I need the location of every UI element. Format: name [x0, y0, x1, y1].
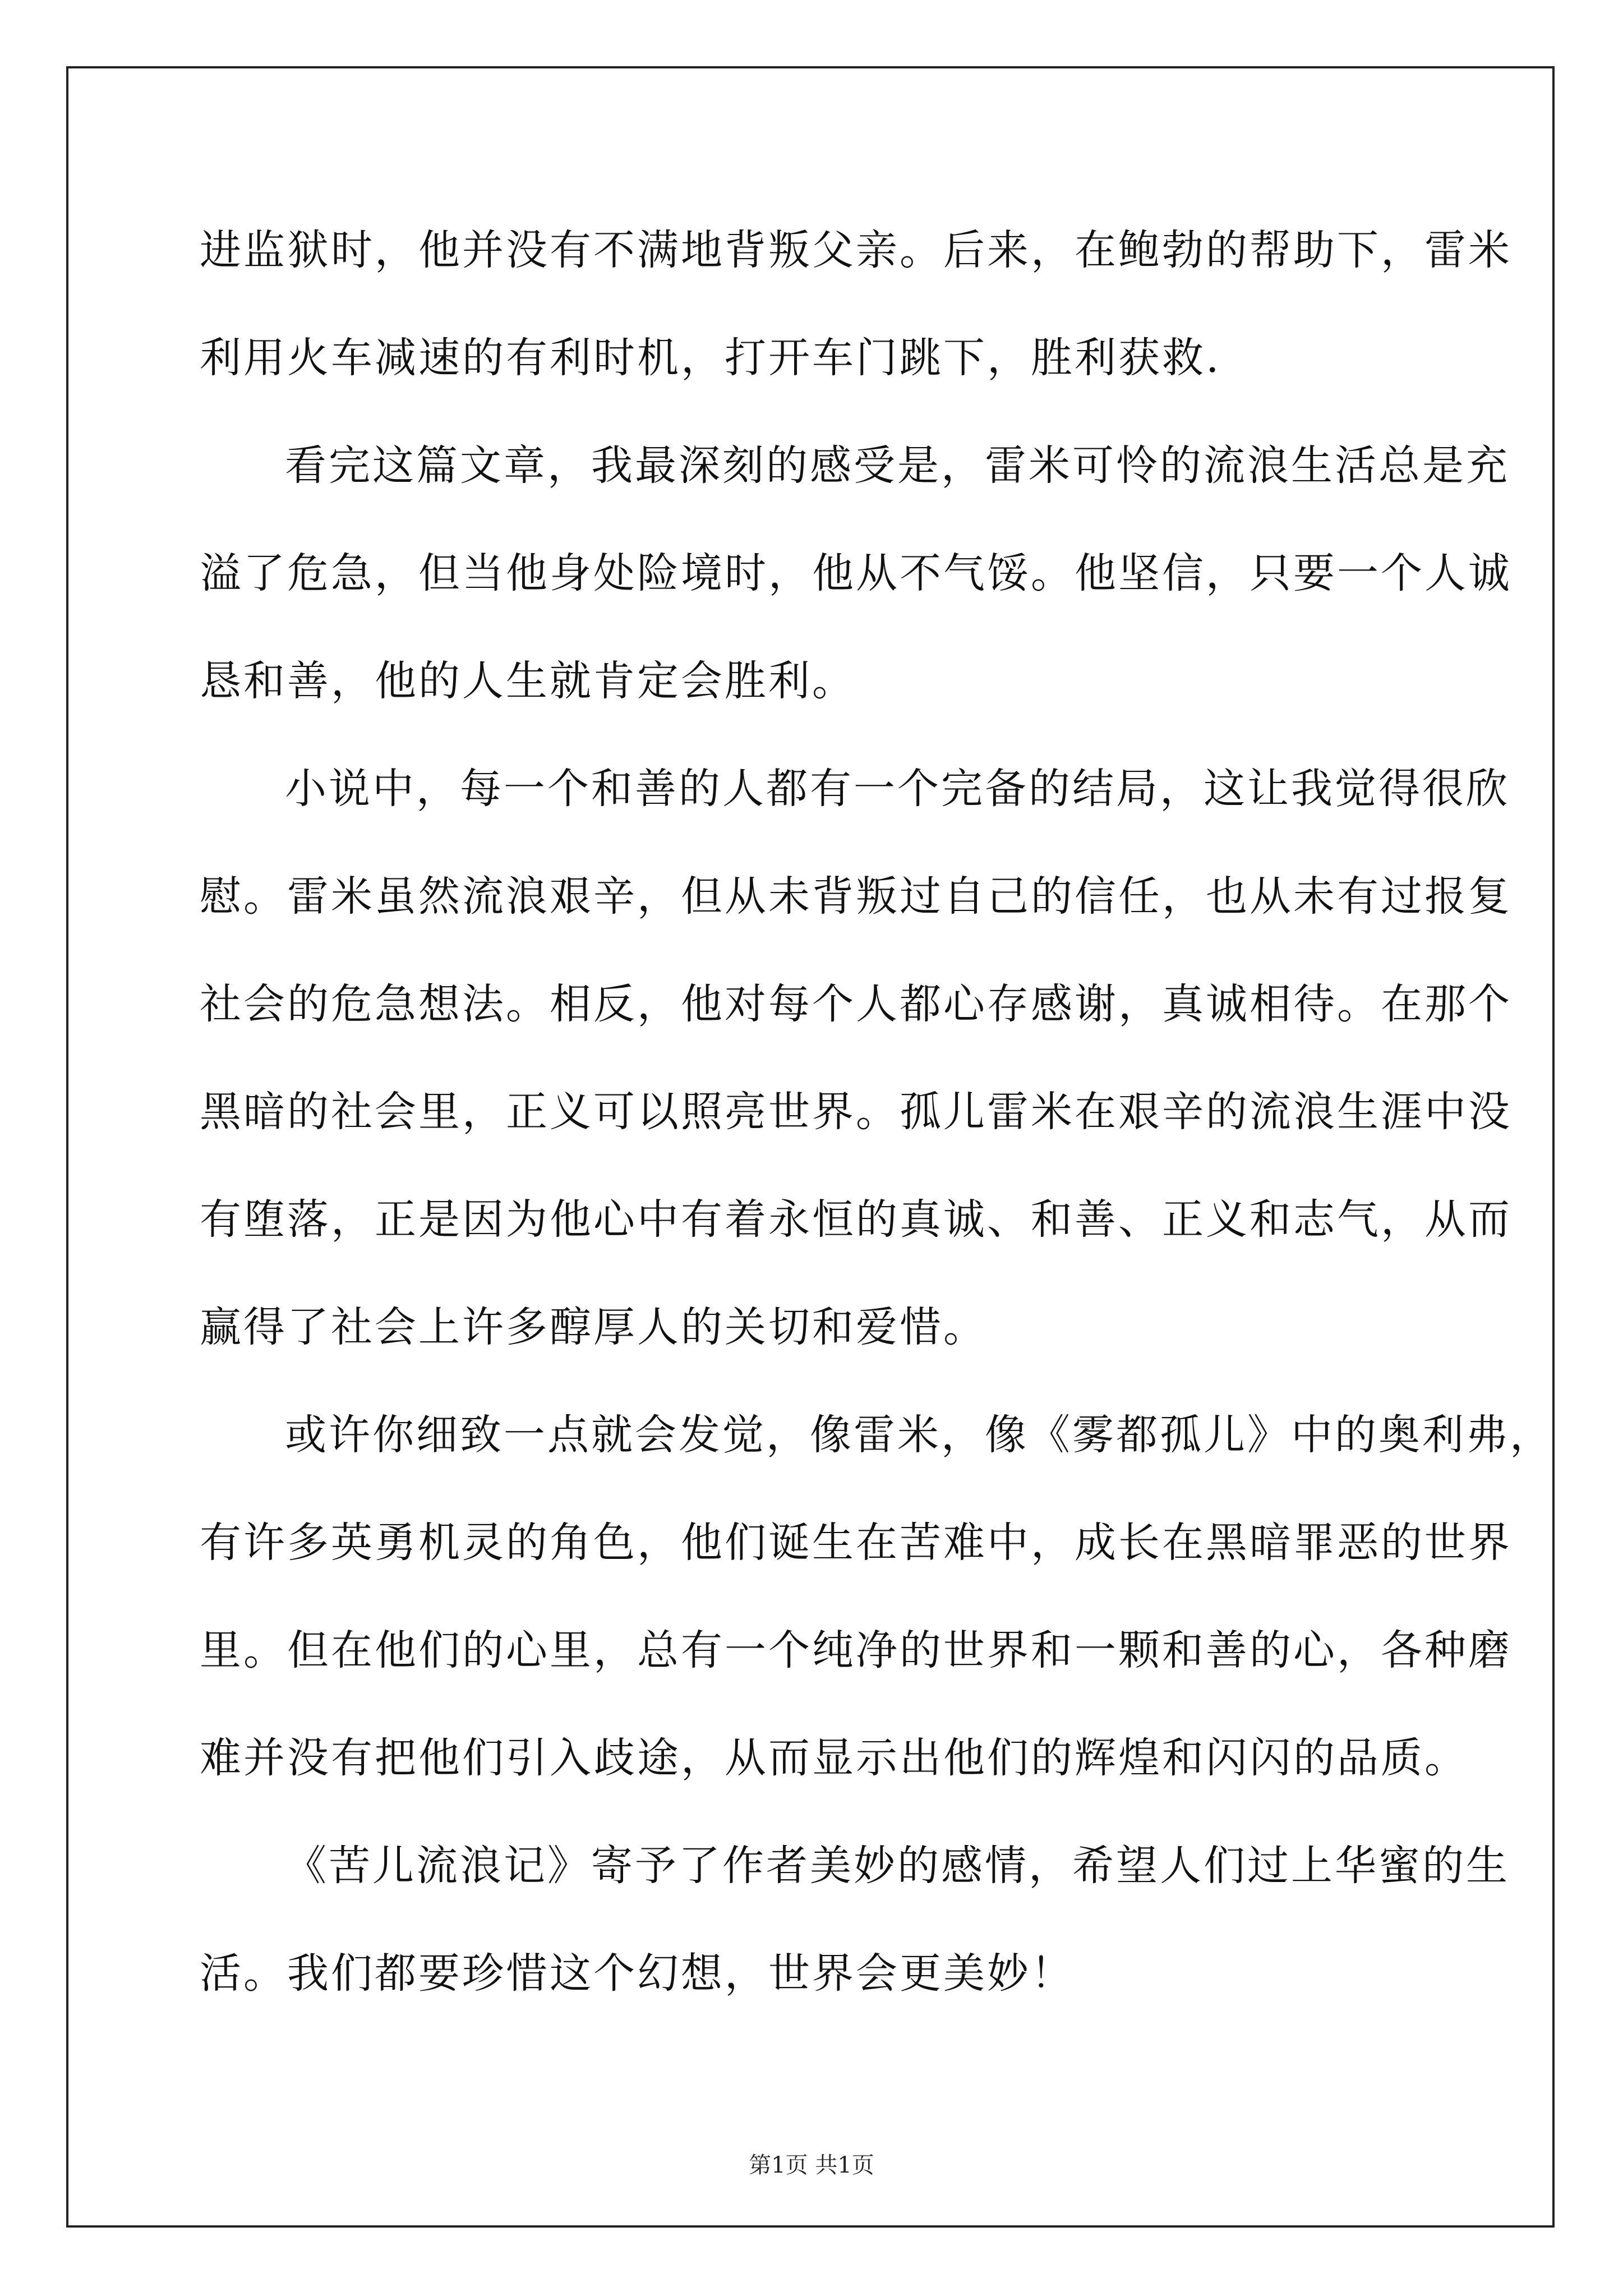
text-line: 有许多英勇机灵的角色，他们诞生在苦难中，成长在黑暗罪恶的世界 — [200, 1519, 1512, 1567]
text-line: 有堕落，正是因为他心中有着永恒的真诚、和善、正义和志气，从而 — [200, 1195, 1512, 1244]
text-line: 黑暗的社会里，正义可以照亮世界。孤儿雷米在艰辛的流浪生涯中没 — [200, 1088, 1512, 1136]
paragraph-start-line: 或许你细致一点就会发觉，像雷米，像《雾都孤儿》中的奥利弗， — [285, 1411, 1553, 1459]
text-line: 赢得了社会上许多醇厚人的关切和爱惜。 — [200, 1303, 987, 1351]
page-number-footer: 第1页 共1页 — [749, 2152, 874, 2178]
paragraph-start-line: 小说中，每一个和善的人都有一个完备的结局，这让我觉得很欣 — [285, 765, 1510, 813]
text-line: 里。但在他们的心里，总有一个纯净的世界和一颗和善的心，各种磨 — [200, 1626, 1512, 1674]
text-line: 溢了危急，但当他身处险境时，他从不气馁。他坚信，只要一个人诚 — [200, 549, 1512, 597]
text-line: 难并没有把他们引入歧途，从而显示出他们的辉煌和闪闪的品质。 — [200, 1734, 1468, 1782]
text-line: 利用火车减速的有利时机，打开车门跳下，胜利获救. — [200, 334, 1221, 382]
text-line: 活。我们都要珍惜这个幻想，世界会更美妙！ — [200, 1949, 1075, 1998]
paragraph-start-line: 看完这篇文章，我最深刻的感受是，雷米可怜的流浪生活总是充 — [285, 441, 1510, 490]
text-line: 进监狱时，他并没有不满地背叛父亲。后来，在鲍勃的帮助下，雷米 — [200, 226, 1512, 274]
paragraph-start-line: 《苦儿流浪记》寄予了作者美妙的感情，希望人们过上华蜜的生 — [285, 1842, 1510, 1890]
document-body — [200, 214, 1553, 2045]
text-line: 社会的危急想法。相反，他对每个人都心存感谢，真诚相待。在那个 — [200, 980, 1512, 1028]
text-line: 恳和善，他的人生就肯定会胜利。 — [200, 657, 856, 705]
text-line: 慰。雷米虽然流浪艰辛，但从未背叛过自己的信任，也从未有过报复 — [200, 872, 1512, 921]
